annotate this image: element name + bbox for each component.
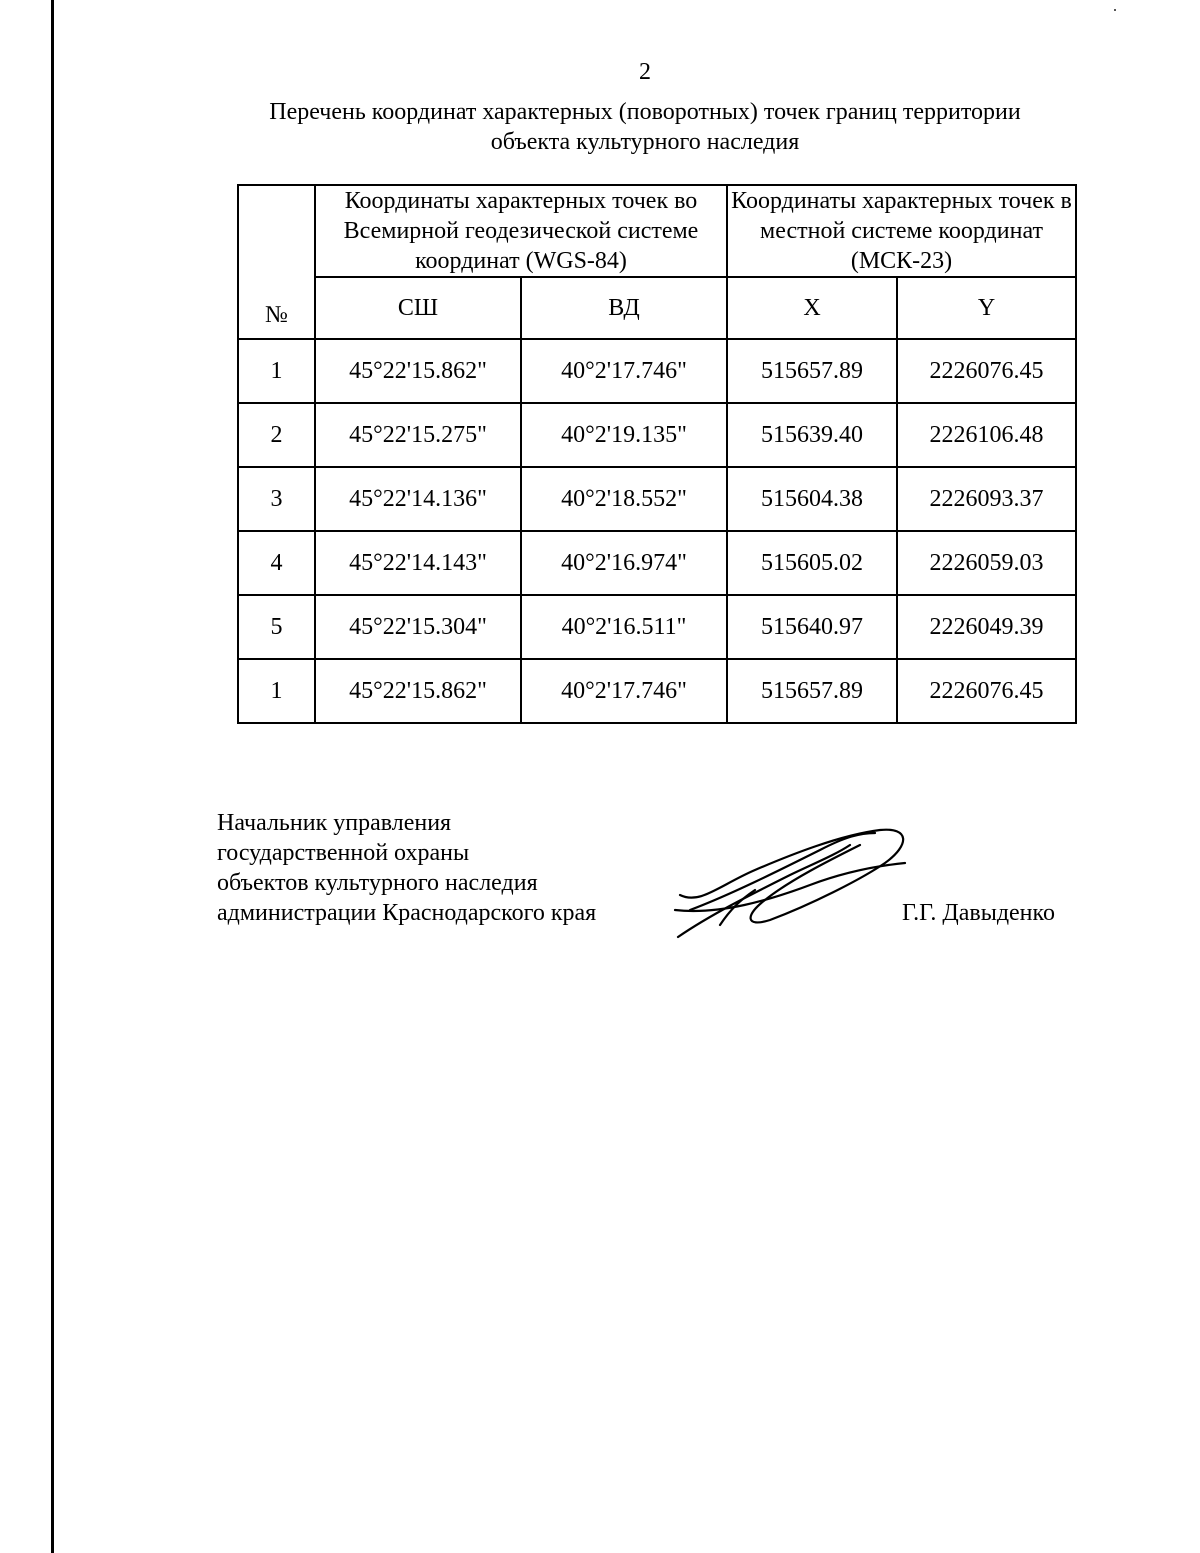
cell-longitude: 40°2'17.746" (521, 659, 727, 723)
document-title-line-2: объекта культурного наследия (490, 129, 800, 155)
signer-position (217, 808, 596, 928)
cell-point-number: 1 (238, 339, 315, 403)
cell-latitude: 45°22'15.275" (315, 403, 521, 467)
cell-latitude: 45°22'15.862" (315, 339, 521, 403)
cell-point-number: 1 (238, 659, 315, 723)
cell-x: 515605.02 (727, 531, 897, 595)
signer-position-line: администрации Краснодарского края (217, 900, 597, 926)
cell-latitude: 45°22'15.304" (315, 595, 521, 659)
table-row (238, 403, 1076, 467)
header-x: X (727, 277, 897, 339)
cell-longitude: 40°2'17.746" (521, 339, 727, 403)
cell-point-number: 3 (238, 467, 315, 531)
cell-x: 515639.40 (727, 403, 897, 467)
cell-x: 515657.89 (727, 659, 897, 723)
cell-y: 2226059.03 (897, 531, 1076, 595)
cell-point-number: 4 (238, 531, 315, 595)
coordinates-table (237, 184, 1077, 724)
table-header-row-2 (238, 277, 1076, 339)
cell-y: 2226106.48 (897, 403, 1076, 467)
signer-position-line: Начальник управления (217, 810, 452, 836)
cell-y: 2226049.39 (897, 595, 1076, 659)
document-title (200, 97, 1090, 157)
table-row (238, 531, 1076, 595)
header-msk23-group: Координаты характерных точек в местной системе координат (МСК-23) (727, 185, 1076, 277)
document-title-line-1: Перечень координат характерных (поворотных) точек границ территории (269, 99, 1021, 125)
header-y: Y (897, 277, 1076, 339)
cell-point-number: 5 (238, 595, 315, 659)
cell-x: 515604.38 (727, 467, 897, 531)
table-row (238, 595, 1076, 659)
header-longitude: ВД (521, 277, 727, 339)
cell-longitude: 40°2'16.511" (521, 595, 727, 659)
cell-latitude: 45°22'14.136" (315, 467, 521, 531)
cell-x: 515640.97 (727, 595, 897, 659)
cell-latitude: 45°22'14.143" (315, 531, 521, 595)
cell-longitude: 40°2'19.135" (521, 403, 727, 467)
cell-point-number: 2 (238, 403, 315, 467)
header-wgs84-group: Координаты характерных точек во Всемирной геодезической системе координат (WGS-84) (315, 185, 727, 277)
table-body (238, 339, 1076, 723)
scan-left-edge (51, 0, 54, 1553)
header-number: № (238, 185, 315, 339)
cell-x: 515657.89 (727, 339, 897, 403)
table-row (238, 339, 1076, 403)
scan-speck (1114, 9, 1116, 11)
cell-y: 2226076.45 (897, 659, 1076, 723)
cell-latitude: 45°22'15.862" (315, 659, 521, 723)
table-row (238, 467, 1076, 531)
signer-position-line: объектов культурного наследия (217, 870, 538, 896)
page-number: 2 (639, 59, 651, 85)
signer-name: Г.Г. Давыденко (902, 900, 1055, 926)
cell-y: 2226093.37 (897, 467, 1076, 531)
signer-position-line: государственной охраны (217, 840, 470, 866)
table-row (238, 659, 1076, 723)
cell-longitude: 40°2'18.552" (521, 467, 727, 531)
table-header-row-1 (238, 185, 1076, 277)
cell-longitude: 40°2'16.974" (521, 531, 727, 595)
header-latitude: СШ (315, 277, 521, 339)
handwritten-signature (660, 815, 920, 945)
cell-y: 2226076.45 (897, 339, 1076, 403)
